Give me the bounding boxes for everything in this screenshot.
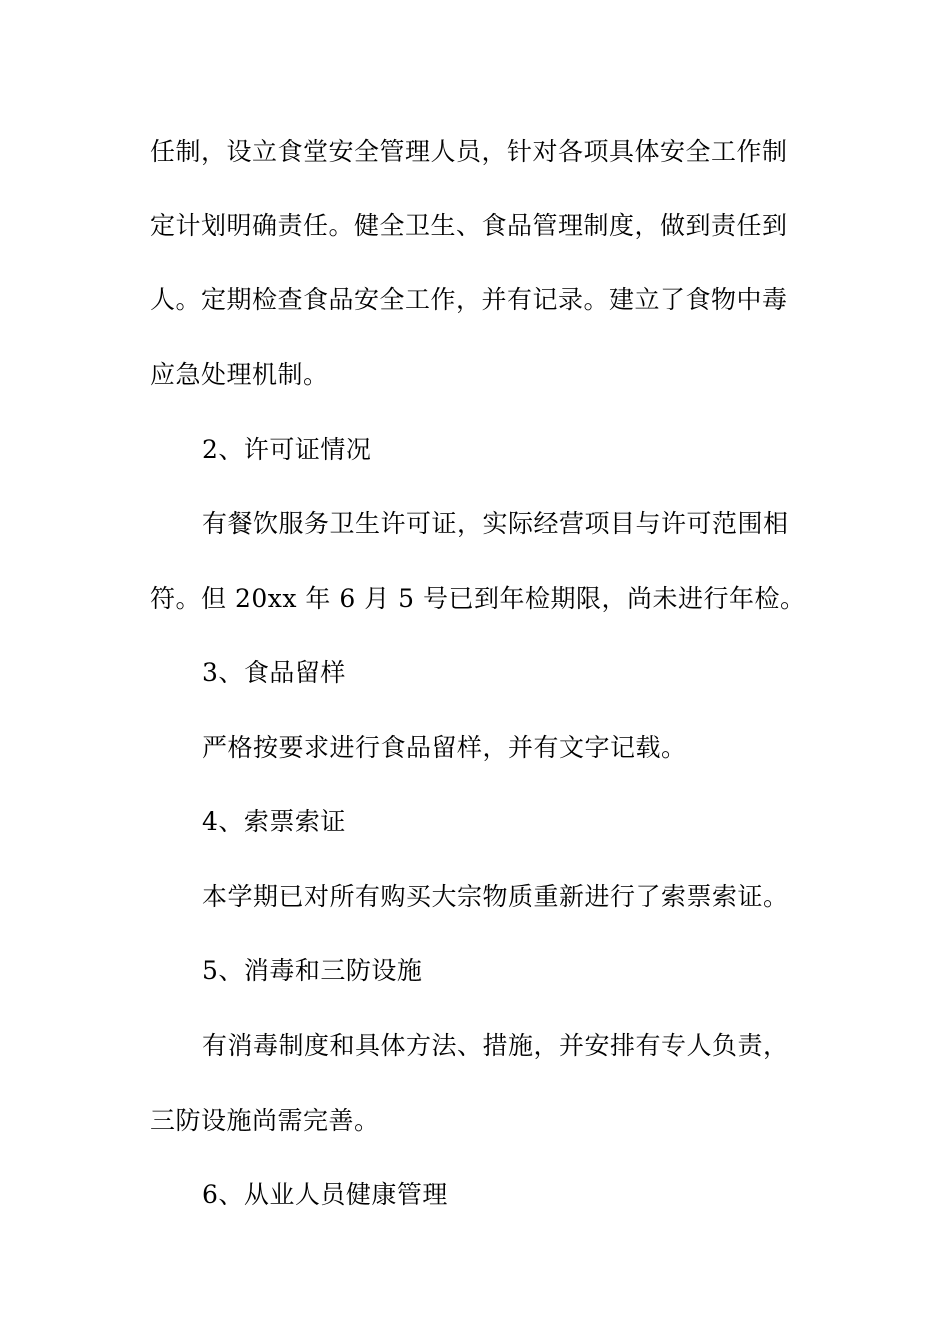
paragraph-line: 三防设施尚需完善。 [150,1106,380,1135]
section-heading-disinfection: 5、消毒和三防设施 [202,956,423,985]
paragraph-line: 任制，设立食堂安全管理人员，针对各项具体安全工作制 [150,137,788,166]
paragraph-line: 符。但 20xx 年 6 月 5 号已到年检期限，尚未进行年检。 [150,584,806,613]
section-heading-license: 2、许可证情况 [202,435,372,464]
section-heading-food-sample: 3、食品留样 [202,658,346,687]
section-heading-invoice: 4、索票索证 [202,807,346,836]
paragraph-line: 人。定期检查食品安全工作，并有记录。建立了食物中毒 [150,285,788,314]
paragraph-line: 严格按要求进行食品留样，并有文字记载。 [202,733,687,762]
paragraph-line: 有消毒制度和具体方法、措施，并安排有专人负责， [202,1031,789,1060]
paragraph-line: 有餐饮服务卫生许可证，实际经营项目与许可范围相 [202,509,789,538]
paragraph-line: 本学期已对所有购买大宗物质重新进行了索票索证。 [202,882,789,911]
section-heading-staff-health: 6、从业人员健康管理 [202,1180,448,1209]
paragraph-line: 定计划明确责任。健全卫生、食品管理制度，做到责任到 [150,211,788,240]
paragraph-line: 应急处理机制。 [150,360,329,389]
